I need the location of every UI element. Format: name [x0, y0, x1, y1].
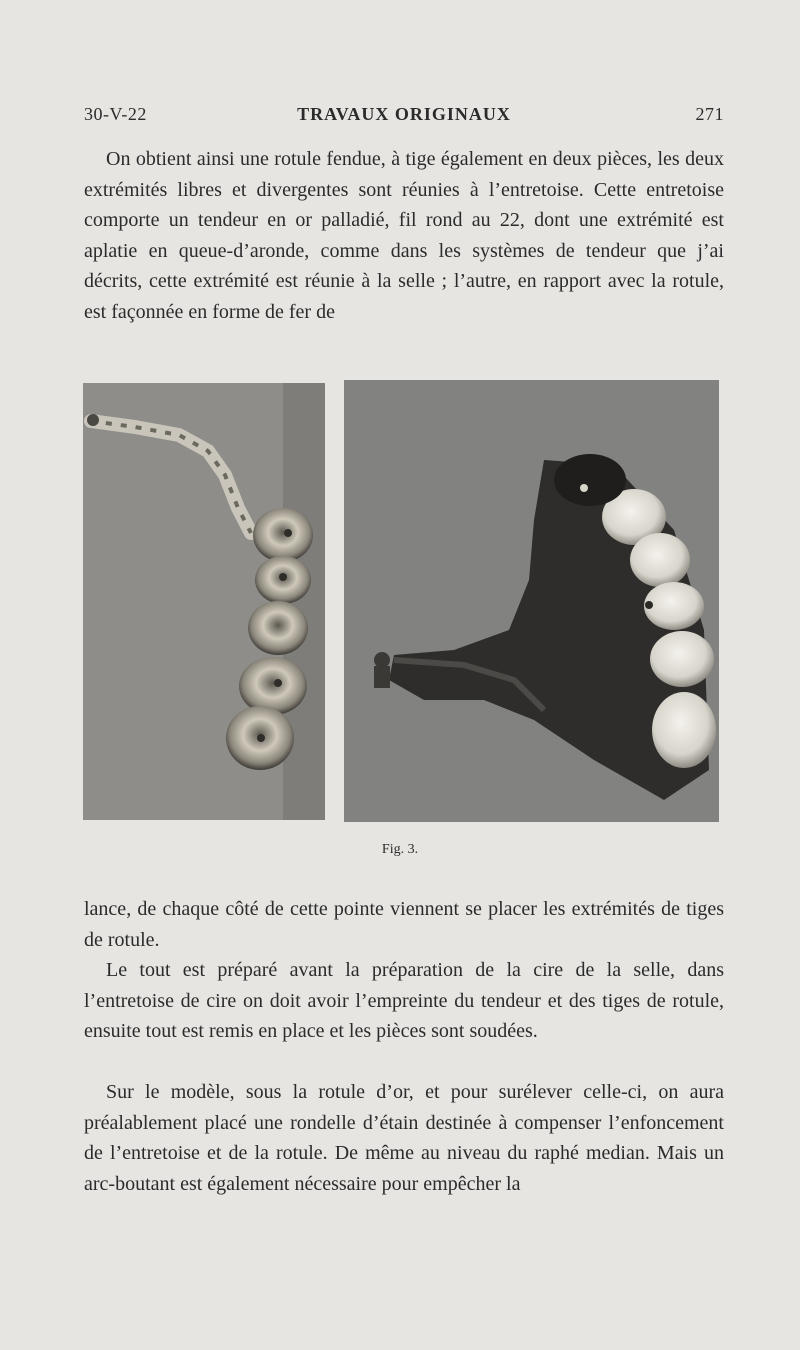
paragraph-1: On obtient ainsi une rotule fendue, à tige également en deux pièces, les deux extrémités libres et divergentes sont réunies à l’entretoise. Cette entretoise comporte un tendeur en or palladié, fil rond au 22, dont une extrémité est aplatie en queue-d’aronde, comme dans les systèmes de tendeur que j’ai décrits, cette extrémité est réunie à la selle ; l’autre, en rapport avec la rotule, est façonnée en forme de fer de: [84, 148, 724, 323]
paragraph-4: Sur le modèle, sous la rotule d’or, et pour surélever celle-ci, on aura préalablement placé une rondelle d’étain destinée à compenser l’enfoncement de l’entretoise et de la rotule. De même au niveau du raphé median. Mais un arc-boutant est également nécessaire pour empêcher la: [84, 1081, 724, 1195]
figure-caption: Fig. 3.: [381, 842, 419, 857]
header-date: 30-V-22: [84, 104, 147, 124]
header-section-title: TRAVAUX ORIGINAUX: [297, 104, 511, 124]
gold-crowns-photo: [83, 383, 325, 820]
page-number: 271: [695, 104, 724, 124]
paragraph-3: Le tout est préparé avant la préparation de la cire de la selle, dans l’entretoise de cire on doit avoir l’empreinte du tendeur et des tiges de rotule, ensuite tout est remis en place et les pièces sont soudées.: [84, 959, 724, 1042]
figure-photo-left: [83, 383, 325, 820]
figure-photo-right: [344, 380, 719, 822]
paragraph-2: lance, de chaque côté de cette pointe viennent se placer les extrémités de tiges de rotule.: [84, 898, 724, 951]
running-head: [84, 104, 724, 130]
denture-base-photo: [344, 380, 719, 822]
